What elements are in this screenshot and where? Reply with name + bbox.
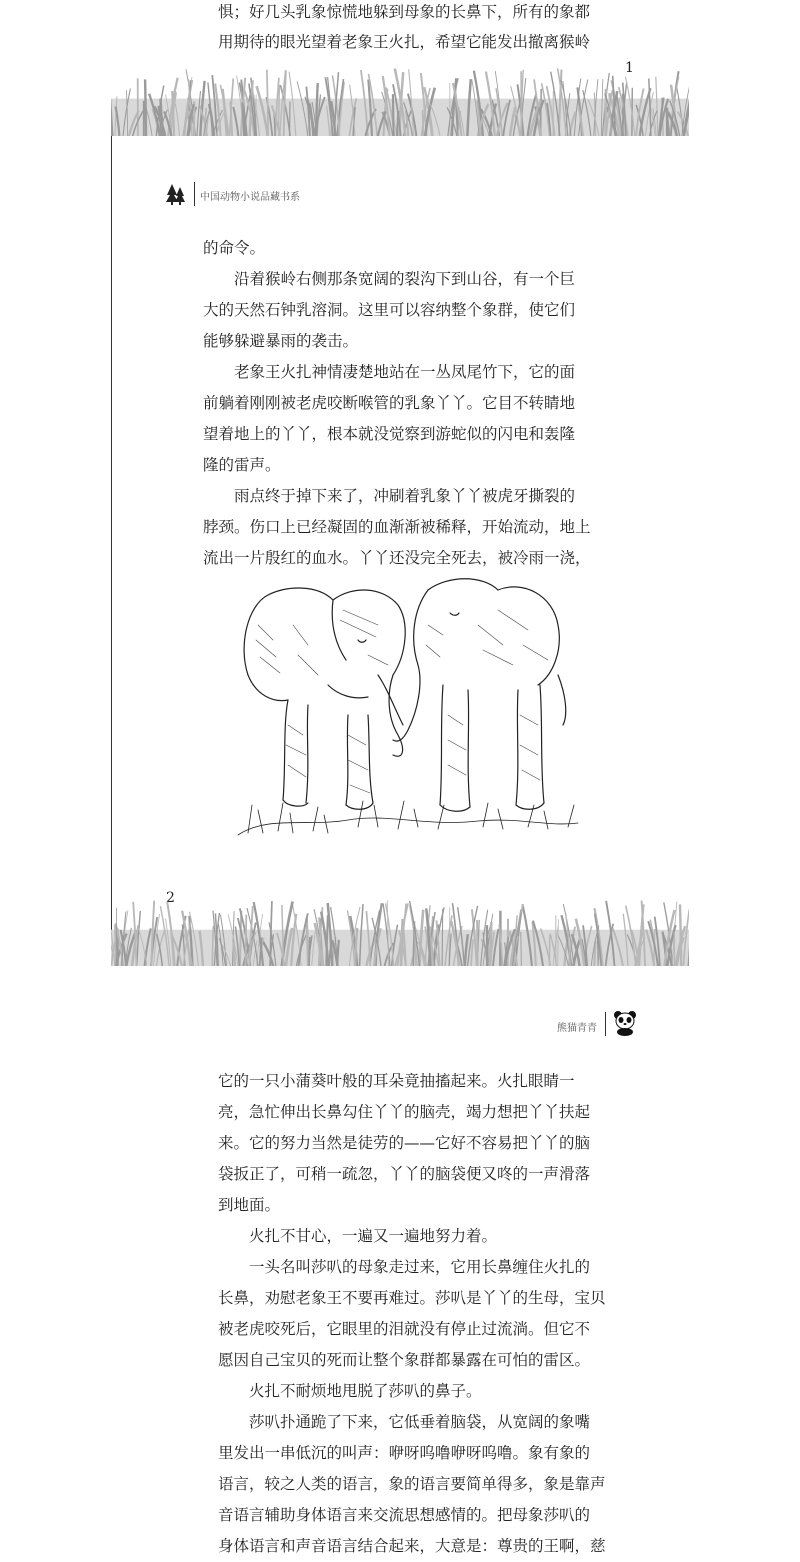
text-line: 雨点终于掉下来了，冲刷着乳象丫丫被虎牙撕裂的 [203,481,575,512]
tree-icon [166,183,186,205]
grass-blade [402,922,403,966]
text-line: 被老虎咬死后，它眼里的泪就没有停止过流淌。但它不 [218,1314,590,1345]
grass-blade [240,911,241,966]
text-line: 语言，较之人类的语言，象的语言要简单得多，象是靠声 [218,1469,606,1500]
grass-banner [111,900,689,966]
panda-icon [613,1010,637,1036]
text-line: 来。它的努力当然是徒劳的——它好不容易把丫丫的脑 [218,1128,590,1159]
grass-blade [680,904,681,966]
text-line: 到地面。 [218,1190,280,1221]
grass-blade [307,918,309,966]
text-line: 身体语言和声音语言结合起来，大意是：尊贵的王啊，慈 [218,1531,606,1562]
text-line: 隆的雷声。 [203,450,281,481]
grass-blade [521,932,522,966]
text-line: 长鼻，劝慰老象王不要再难过。莎叭是丫丫的生母，宝贝 [218,1283,606,1314]
text-line: 用期待的眼光望着老象王火扎，希望它能发出撤离猴岭 [218,27,590,58]
text-line: 大的天然石钟乳溶洞。这里可以容纳整个象群，使它们 [203,295,575,326]
text-line: 音语言辅助身体语言来交流思想感情的。把母象莎叭的 [218,1500,590,1531]
page-number: 2 [166,890,175,906]
text-line: 能够躲避暴雨的袭击。 [203,326,358,357]
text-line: 火扎不甘心，一遍又一遍地努力着。 [218,1221,497,1252]
header-divider [194,182,195,206]
text-line: 一头名叫莎叭的母象走过来，它用长鼻缠住火扎的 [218,1252,590,1283]
text-line: 老象王火扎神情凄楚地站在一丛凤尾竹下，它的面 [203,357,575,388]
header-divider [605,1012,606,1036]
text-line: 的命令。 [203,233,265,264]
grass-blade [442,909,443,966]
page-number: 1 [625,60,634,76]
grass-blade [393,94,394,136]
text-line: 流出一片殷红的血水。丫丫还没完全死去，被冷雨一浇， [203,543,591,574]
book-title: 熊猫青青 [557,1019,597,1034]
grass-blade [212,926,213,966]
text-line: 前躺着刚刚被老虎咬断喉管的乳象丫丫。它目不转睛地 [203,388,575,419]
grass-blade [487,925,488,966]
grass-blade [309,937,310,966]
text-line: 愿因自己宝贝的死而让整个象群都暴露在可怕的雷区。 [218,1345,590,1376]
text-line: 莎叭扑通跪了下来，它低垂着脑袋，从宽阔的象嘴 [218,1407,590,1438]
text-line: 惧；好几头乳象惊慌地躲到母象的长鼻下，所有的象都 [218,0,590,28]
text-line: 袋扳正了，可稍一疏忽，丫丫的脑袋便又咚的一声滑落 [218,1159,590,1190]
grass-banner [111,68,689,136]
elephants-illustration [228,565,588,845]
text-line: 火扎不耐烦地甩脱了莎叭的鼻子。 [218,1376,482,1407]
series-title: 中国动物小说品藏书系 [200,188,300,203]
page-left-border [111,136,112,966]
text-line: 里发出一串低沉的叫声：咿呀呜噜咿呀呜噜。象有象的 [218,1438,590,1469]
grass-blade [246,915,247,966]
text-line: 脖颈。伤口上已经凝固的血渐渐被稀释，开始流动，地上 [203,512,591,543]
text-line: 它的一只小蒲葵叶般的耳朵竟抽搐起来。火扎眼睛一 [218,1066,575,1097]
text-line: 望着地上的丫丫，根本就没觉察到游蛇似的闪电和轰隆 [203,419,575,450]
text-line: 沿着猴岭右侧那条宽阔的裂沟下到山谷，有一个巨 [203,264,575,295]
grass-blade [490,922,491,966]
text-line: 亮，急忙伸出长鼻勾住丫丫的脑壳，竭力想把丫丫扶起 [218,1097,590,1128]
